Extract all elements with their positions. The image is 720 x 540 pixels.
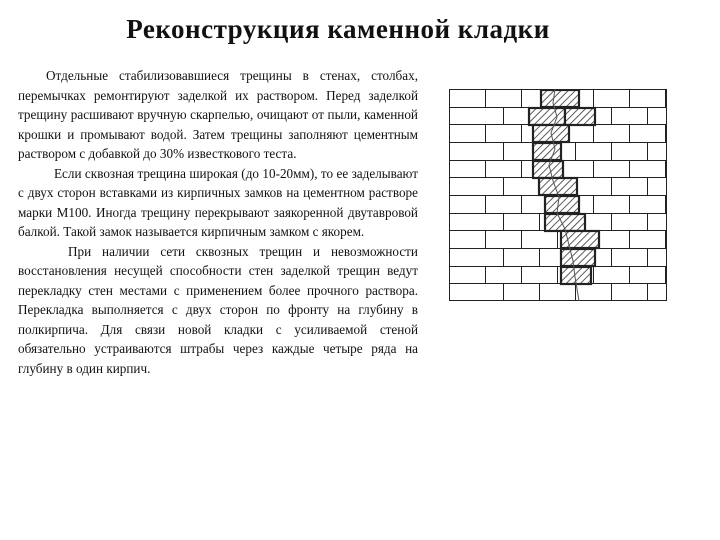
lock-brick xyxy=(561,249,595,266)
brick-wall-diagram xyxy=(449,89,667,301)
body-text xyxy=(18,66,418,378)
slide-title: Реконструкция каменной кладки xyxy=(126,14,550,44)
brick-wall-crack-icon xyxy=(449,89,667,301)
paragraph-crack-sealing: Отдельные стабилизовавшиеся трещины в стенах, столбах, перемычках ремонтируют заделкой их раствором. Перед заделкой трещину расшивают вручную скарпелью, очищают от пыли, каменной крошки и промывают водой. Затем трещины заполняют цементным раствором с добавкой до 30% известкового теста. xyxy=(18,68,418,161)
lock-brick xyxy=(539,178,577,195)
paragraph-wall-relaying: При наличии сети сквозных трещин и невозможности восстановления несущей способности стен заделкой трещин ведут перекладку стен местами с применением более прочного раствора. Перекладка выполняется с двух сторон по фронту на глубину в полкирпича. Для связи новой кладки с усиливаемой стеной обязательно устраиваются штрабы через каждые четыре ряда на глубину в один кирпич. xyxy=(18,243,418,376)
lock-brick xyxy=(545,196,579,213)
lock-brick xyxy=(541,90,579,107)
lock-brick xyxy=(529,108,565,125)
lock-brick xyxy=(565,108,595,125)
lock-brick xyxy=(533,143,561,160)
lock-brick xyxy=(533,161,563,178)
paragraph-brick-lock: Если сквозная трещина широкая (до 10-20мм), то ее заделывают с двух сторон вставками из кирпичных замков на цементном растворе марки М100. Иногда трещину перекрывают заякоренной двутавровой балкой. Такой замок называется кирпичным замком с якорем. xyxy=(18,165,418,239)
lock-brick xyxy=(561,231,599,248)
